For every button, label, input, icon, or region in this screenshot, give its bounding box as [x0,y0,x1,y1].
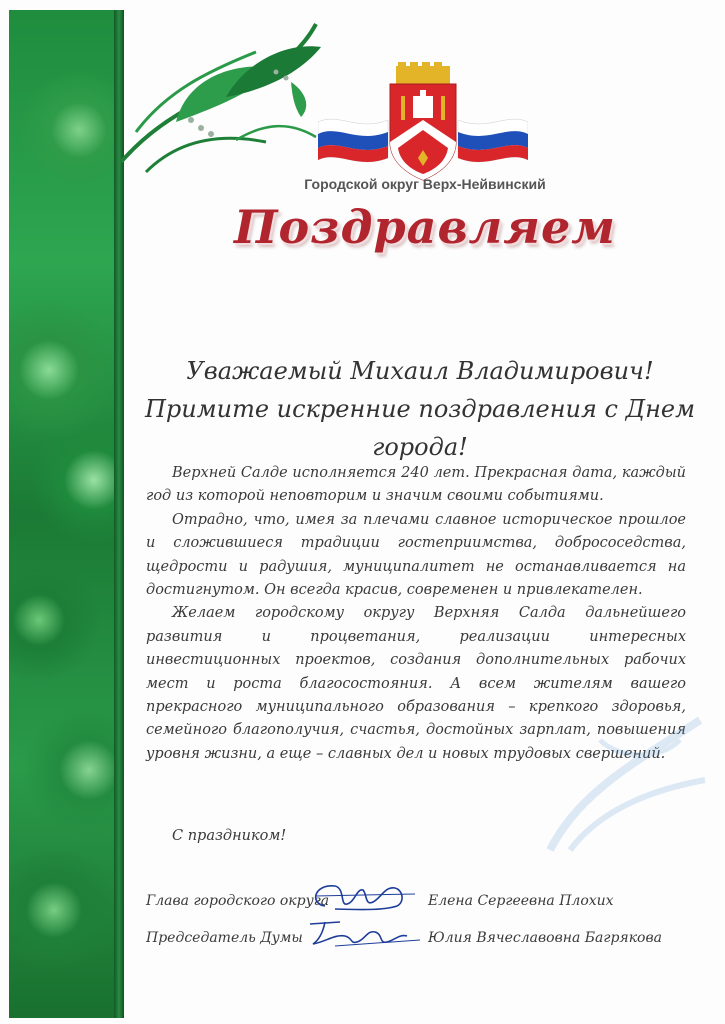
body-paragraph: Желаем городскому округу Верхняя Салда дальнейшего развития и процветания, реализации интересных инвестиционных проектов, создания дополнительных рабочих мест и роста благосостояния. А всем жителям вашего прекрасного муниципального образования – крепкого здоровья, семейного благополучия, счастья, достойных зарплат, повышения уровня жизни, а еще – славных дел и новых трудовых свершений. [146,605,686,762]
closing-line: С праздником! [172,828,287,844]
green-decorative-band [9,10,124,1018]
signer-role: Председатель Думы [146,930,303,946]
signature-duma [295,914,425,950]
body-paragraph: Верхней Салде исполняется 240 лет. Прекрасная дата, каждый год из которой неповторим и значим своими событиями. [146,465,686,505]
greeting-block [140,352,700,466]
watermark-ornament [540,700,710,860]
body-paragraph: Отрадно, что, имея за плечами славное историческое прошлое и сложившиеся традиции гостеприимства, добрососедства, щедрости и радушия, муниципалитет не останавливается на достигнутом. Он всегда красив, современен и привлекателен. [146,511,686,599]
greeting-salutation: Уважаемый Михаил Владимирович! [186,357,654,385]
signature-head [305,876,420,916]
organization-name: Городской округ Верх-Нейвинский [304,176,546,192]
signer-name: Елена Сергеевна Плохих [428,893,614,909]
greeting-subline: Примите искренние поздравления с Днем города! [144,395,695,461]
floral-swirl-ornament [116,12,326,182]
signer-role: Глава городского округа [146,893,330,909]
signer-name: Юлия Вячеславовна Багрякова [428,930,662,946]
congratulations-title: Поздравляем [234,200,616,254]
city-crest-with-flags [318,62,528,182]
